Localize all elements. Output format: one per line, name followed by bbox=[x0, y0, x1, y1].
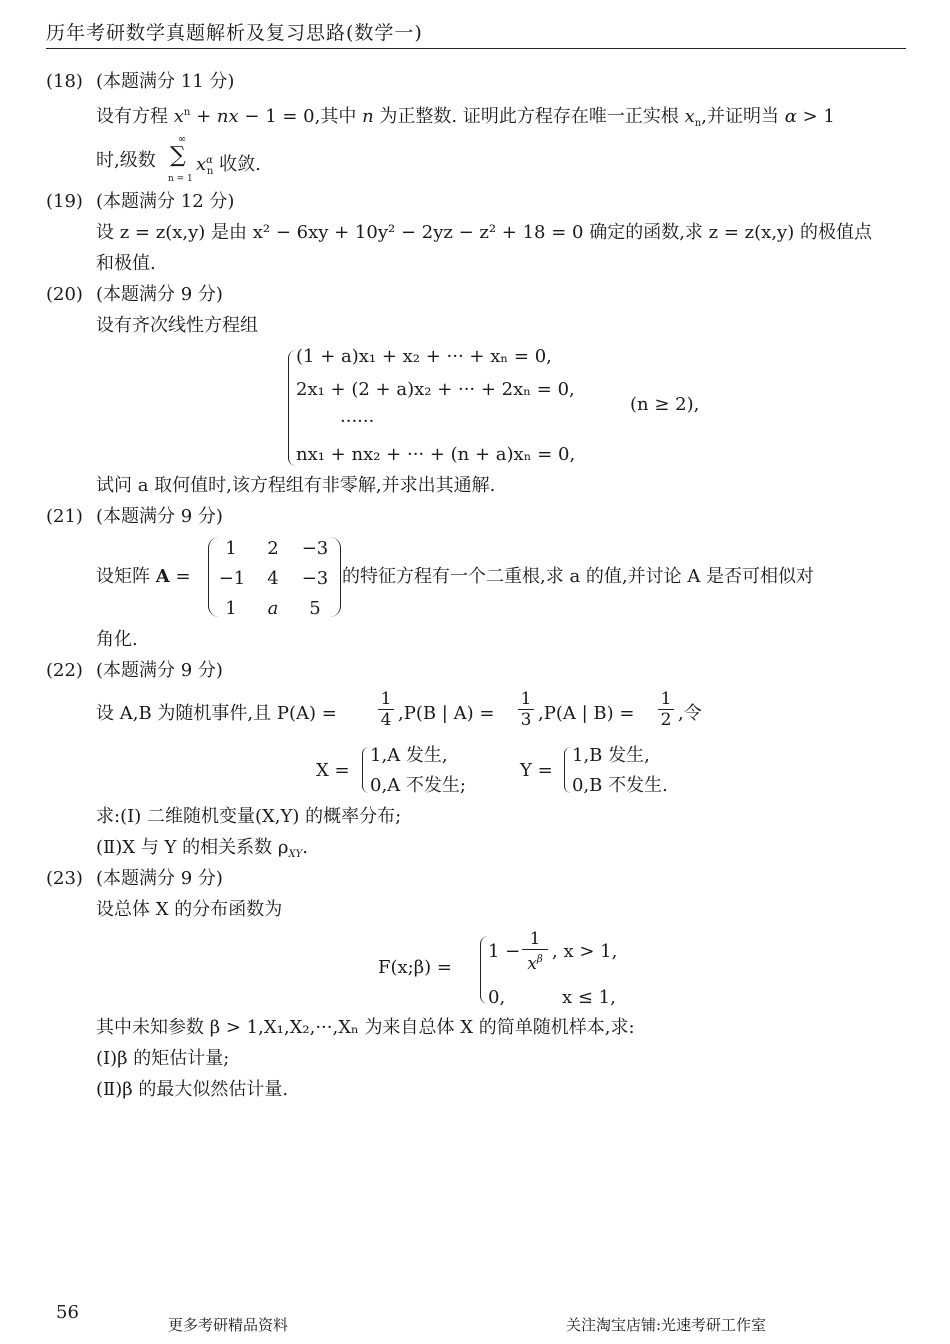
q19-line1: 设 z = z(x,y) 是由 x² − 6xy + 10y² − 2yz − z² + 18 = 0 确定的函数,求 z = z(x,y) 的极值点 bbox=[96, 222, 872, 243]
q22-ask1: 求:(Ⅰ) 二维随机变量(X,Y) 的概率分布; bbox=[96, 806, 402, 827]
y-def-label: Y = bbox=[520, 760, 553, 781]
matrix-cell: 1 bbox=[225, 538, 237, 559]
footer-left: 更多考研精品资料 bbox=[168, 1316, 289, 1334]
fraction-quarter: 1 4 bbox=[378, 690, 394, 729]
cdf-case1-b: , x > 1, bbox=[552, 941, 618, 962]
header-rule bbox=[46, 48, 906, 49]
system-eq2: 2x₁ + (2 + a)x₂ + ··· + 2xₙ = 0, bbox=[296, 379, 575, 400]
q22-s4: ,令 bbox=[678, 703, 702, 724]
cdf-case1-a: 1 − bbox=[488, 941, 521, 962]
sigma-symbol: ∑ bbox=[170, 143, 186, 168]
matrix-cell: 4 bbox=[267, 568, 279, 589]
sum-upper: ∞ bbox=[177, 134, 187, 145]
system-eq1: (1 + a)x₁ + x₂ + ··· + xₙ = 0, bbox=[296, 346, 552, 367]
sum-lower: n = 1 bbox=[168, 174, 193, 184]
q18-number: (18) bbox=[46, 71, 83, 92]
q18-score: (本题满分 11 分) bbox=[96, 71, 235, 92]
q22-score: (本题满分 9 分) bbox=[96, 660, 223, 681]
q23-ask1: (Ⅰ)β 的矩估计量; bbox=[96, 1048, 230, 1069]
system-condition: (n ≥ 2), bbox=[630, 394, 700, 415]
q19-score: (本题满分 12 分) bbox=[96, 191, 235, 212]
q22-s2: ,P(B | A) = bbox=[398, 703, 495, 724]
q18-line1: 设有方程 $x^n$ + nx − 1 = 0,其中 n 为正整数. 证明此方程存在唯一正实根 $x_n$,并证明当 α > 1 bbox=[96, 106, 835, 129]
x-case1: 1,A 发生, bbox=[370, 745, 448, 766]
q23-score: (本题满分 9 分) bbox=[96, 868, 223, 889]
matrix-cell: −3 bbox=[301, 568, 329, 589]
x-def-label: X = bbox=[316, 760, 350, 781]
y-case1: 1,B 发生, bbox=[572, 745, 650, 766]
system-ellipsis: ······ bbox=[340, 411, 375, 432]
matrix-cell: 5 bbox=[309, 598, 321, 619]
cdf-fraction: 1 $x^\beta$ bbox=[522, 930, 548, 973]
matrix-cell: 1 bbox=[225, 598, 237, 619]
q20-intro: 设有齐次线性方程组 bbox=[96, 315, 258, 336]
q23-number: (23) bbox=[46, 868, 83, 889]
q19-number: (19) bbox=[46, 191, 83, 212]
q21-score: (本题满分 9 分) bbox=[96, 506, 223, 527]
q22-s3: ,P(A | B) = bbox=[538, 703, 635, 724]
q21-prefix: 设矩阵 A = bbox=[96, 566, 191, 587]
footer-right: 关注淘宝店铺:光速考研工作室 bbox=[566, 1316, 767, 1334]
q21-statement: 的特征方程有一个二重根,求 a 的值,并讨论 A 是否可相似对 bbox=[342, 566, 815, 587]
y-case0: 0,B 不发生. bbox=[572, 775, 668, 796]
system-brace bbox=[288, 350, 296, 466]
running-header: 历年考研数学真题解析及复习思路(数学一) bbox=[46, 22, 423, 44]
cdf-brace bbox=[480, 936, 488, 1004]
q20-score: (本题满分 9 分) bbox=[96, 284, 223, 305]
cdf-case2-a: 0, bbox=[488, 987, 506, 1008]
q22-s1: 设 A,B 为随机事件,且 P(A) = bbox=[96, 703, 337, 724]
matrix-cell: 2 bbox=[267, 538, 279, 559]
q23-ask2: (Ⅱ)β 的最大似然估计量. bbox=[96, 1079, 289, 1100]
fraction-third: 1 3 bbox=[518, 690, 534, 729]
q18-line2-rest: $x^\alpha_n$ 收敛. bbox=[196, 154, 261, 177]
x-brace bbox=[362, 747, 369, 793]
q20-number: (20) bbox=[46, 284, 83, 305]
cdf-case2-b: x ≤ 1, bbox=[562, 987, 616, 1008]
q22-number: (22) bbox=[46, 660, 83, 681]
q21-end: 角化. bbox=[96, 629, 138, 650]
q23-intro: 设总体 X 的分布函数为 bbox=[96, 899, 283, 920]
q20-question: 试问 a 取何值时,该方程组有非零解,并求出其通解. bbox=[96, 475, 496, 496]
matrix-cell: −3 bbox=[301, 538, 329, 559]
cdf-label: F(x;β) = bbox=[378, 957, 452, 978]
q21-number: (21) bbox=[46, 506, 83, 527]
q23-line1: 其中未知参数 β > 1,X₁,X₂,···,Xₙ 为来自总体 X 的简单随机样本,求: bbox=[96, 1017, 635, 1038]
fraction-half: 1 2 bbox=[658, 690, 674, 729]
q18-line2-prefix: 时,级数 bbox=[96, 150, 156, 171]
page-number: 56 bbox=[56, 1302, 79, 1323]
x-case0: 0,A 不发生; bbox=[370, 775, 466, 796]
system-eq4: nx₁ + nx₂ + ··· + (n + a)xₙ = 0, bbox=[296, 444, 576, 465]
y-brace bbox=[564, 747, 571, 793]
q22-ask2: (Ⅱ)X 与 Y 的相关系数 $\rho_{XY}$. bbox=[96, 837, 308, 860]
matrix-cell: a bbox=[267, 598, 279, 619]
q19-line2: 和极值. bbox=[96, 253, 156, 274]
matrix-cell: −1 bbox=[218, 568, 246, 589]
